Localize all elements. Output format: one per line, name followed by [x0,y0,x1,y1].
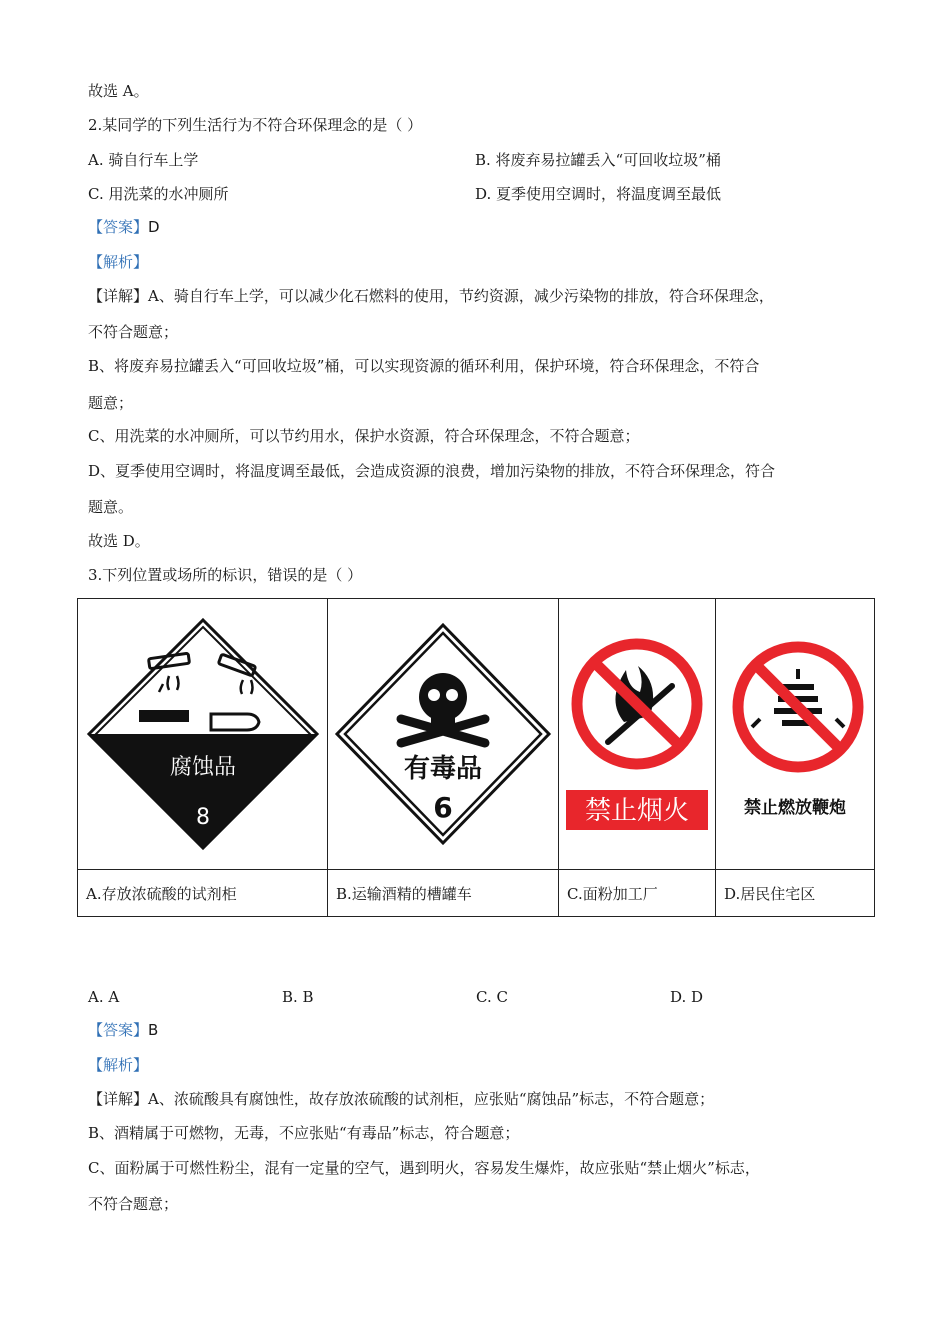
q2-detail-7: 题意。 [88,498,134,516]
caption-a: A.存放浓硫酸的试剂柜 [78,870,328,917]
no-fire-label: 禁止烟火 [584,796,690,826]
cell-corrosive-sign [78,599,328,870]
q3-detail-2: B、酒精属于可燃物，无毒，不应张贴“有毒品”标志，符合题意； [88,1124,520,1142]
cell-no-fire-sign [559,599,716,870]
q3-detail-1: 【详解】A、浓硫酸具有腐蚀性，故存放浓硫酸的试剂柜，应张贴“腐蚀品”标志，不符合题意； [88,1090,715,1108]
toxic-label: 有毒品 [403,754,483,784]
q2-detail-2: 不符合题意； [88,323,179,341]
q2-option-d: D. 夏季使用空调时，将温度调至最低 [475,185,722,203]
question-2: 2.某同学的下列生活行为不符合环保理念的是（ ） [88,116,423,134]
cell-toxic-sign [328,599,559,870]
q3-option-a: A. A [88,988,120,1006]
q3-analysis-tag: 【解析】 [88,1056,149,1074]
q2-detail-5: C、用洗菜的水冲厕所，可以节约用水，保护水资源，符合环保理念，不符合题意； [88,427,640,445]
q2-option-b: B. 将废弃易拉罐丢入“可回收垃圾”桶 [475,151,721,169]
answer-tag: 【答案】 [88,218,149,236]
corrosive-class-number: 8 [195,805,210,830]
answer-value: D [148,218,160,236]
no-fire-sign-icon [564,634,710,834]
q2-answer [88,216,160,238]
caption-c: C.面粉加工厂 [559,870,716,917]
q2-option-a: A. 骑自行车上学 [88,151,199,169]
corrosive-sign-icon [83,614,323,854]
answer-value: B [148,1021,159,1039]
caption-d: D.居民住宅区 [716,870,875,917]
q2-detail-4: 题意； [88,394,134,412]
question-3: 3.下列位置或场所的标识，错误的是（ ） [88,566,363,584]
q2-detail-1: 【详解】A、骑自行车上学，可以减少化石燃料的使用，节约资源，减少污染物的排放，符合环保理念， [88,287,774,305]
q3-answer [88,1019,158,1041]
q2-detail-3: B、将废弃易拉罐丢入“可回收垃圾”桶，可以实现资源的循环利用，保护环境，符合环保理念，不符合 [88,357,760,375]
answer-tag: 【答案】 [88,1021,149,1039]
q2-option-c: C. 用洗菜的水冲厕所 [88,185,229,203]
q2-analysis-tag: 【解析】 [88,253,149,271]
q2-detail-6: D、夏季使用空调时，将温度调至最低，会造成资源的浪费，增加污染物的排放，不符合环保理念，符合 [88,462,776,480]
no-firecracker-label: 禁止燃放鞭炮 [744,798,846,818]
cell-no-firecracker-sign [716,599,875,870]
q3-detail-3: C、面粉属于可燃性粉尘，混有一定量的空气，遇到明火，容易发生爆炸，故应张贴“禁止烟火”标志， [88,1159,760,1177]
sign-table [77,598,875,917]
q2-conclusion: 故选 D。 [88,532,150,550]
q3-detail-4: 不符合题意； [88,1195,179,1213]
toxic-class-number: 6 [433,791,453,824]
caption-b: B.运输酒精的槽罐车 [328,870,559,917]
prev-conclusion: 故选 A。 [88,82,149,100]
corrosive-label: 腐蚀品 [169,755,236,780]
q3-option-d: D. D [670,988,704,1006]
q3-option-b: B. B [282,988,314,1006]
q3-option-c: C. C [476,988,508,1006]
toxic-sign-icon [331,619,555,849]
no-firecracker-sign-icon [720,639,870,829]
